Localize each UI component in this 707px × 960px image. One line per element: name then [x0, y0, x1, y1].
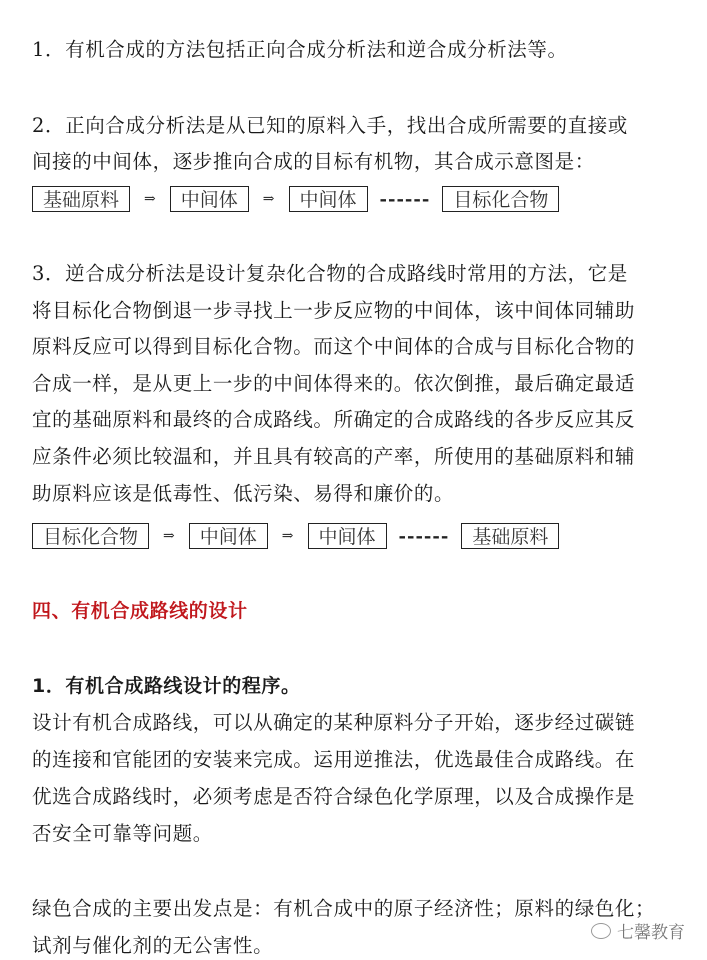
para3-line: 宜的基础原料和最终的合成路线。所确定的合成路线的各步反应其反: [32, 408, 636, 431]
para3-line: 3．逆合成分析法是设计复杂化合物的合成路线时常用的方法，它是: [32, 262, 628, 285]
para3-line: 原料反应可以得到目标化合物。而这个中间体的合成与目标化合物的: [32, 335, 636, 358]
section-heading: 四、有机合成路线的设计: [32, 600, 248, 622]
para2-line: 2．正向合成分析法是从已知的原料入手，找出合成所需要的直接或: [32, 114, 628, 137]
flow-box: 中间体: [308, 523, 387, 549]
flow-box: 目标化合物: [442, 186, 559, 212]
para3-line: 助原料应该是低毒性、低污染、易得和廉价的。: [32, 482, 455, 505]
arrow-icon: ⇒: [281, 528, 294, 544]
arrow-icon: ⇒: [144, 191, 156, 207]
para3-line: 将目标化合物倒退一步寻找上一步反应物的中间体，该中间体同辅助: [32, 299, 636, 322]
para4-line: 否安全可靠等问题。: [32, 822, 213, 845]
watermark: [591, 918, 685, 943]
retro-synthesis-diagram: [32, 522, 559, 550]
flow-box: 基础原料: [461, 523, 559, 549]
flow-box: 中间体: [170, 186, 249, 212]
flow-box: 中间体: [189, 523, 268, 549]
forward-synthesis-diagram: [32, 185, 559, 213]
para4-line: 优选合成路线时，必须考虑是否符合绿色化学原理，以及合成操作是: [32, 785, 636, 808]
wechat-icon: [591, 923, 611, 939]
para5-line: 试剂与催化剂的无公害性。: [32, 934, 274, 957]
dash-connector: ------: [379, 188, 431, 210]
dash-connector: ------: [398, 525, 450, 547]
flow-box: 目标化合物: [32, 523, 149, 549]
flow-box: 基础原料: [32, 186, 130, 212]
para5-line: 绿色合成的主要出发点是：有机合成中的原子经济性；原料的绿色化；: [32, 897, 656, 920]
flow-box: 中间体: [289, 186, 368, 212]
para4-line: 的连接和官能团的安装来完成。运用逆推法，优选最佳合成路线。在: [32, 748, 636, 771]
para3-line: 合成一样，是从更上一步的中间体得来的。依次倒推，最后确定最适: [32, 372, 636, 395]
watermark-text: 七馨教育: [617, 923, 685, 943]
sub-heading: 1．有机合成路线设计的程序。: [32, 675, 301, 697]
para1-line: 1．有机合成的方法包括正向合成分析法和逆合成分析法等。: [32, 38, 568, 61]
para4-line: 设计有机合成路线，可以从确定的某种原料分子开始，逐步经过碳链: [32, 711, 636, 734]
arrow-icon: ⇒: [163, 528, 175, 544]
arrow-icon: ⇒: [262, 191, 275, 207]
para3-line: 应条件必须比较温和，并且具有较高的产率，所使用的基础原料和辅: [32, 445, 636, 468]
para2-line: 间接的中间体，逐步推向合成的目标有机物，其合成示意图是：: [32, 150, 595, 173]
